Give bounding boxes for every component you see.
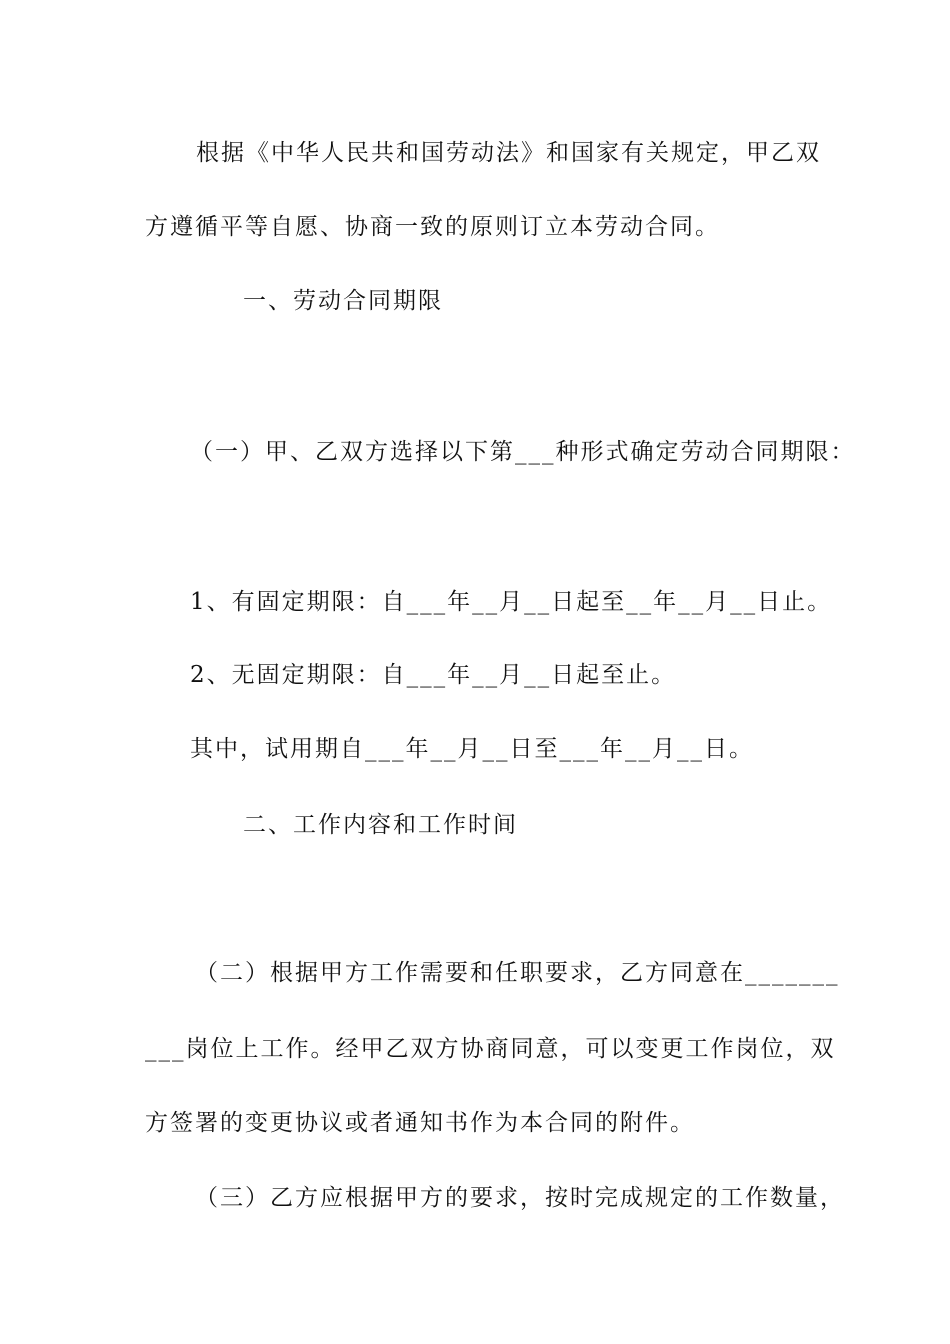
intro-line-1: 根据《中华人民共和国劳动法》和国家有关规定，甲乙双 — [196, 140, 821, 166]
clause-2-line-2: ___岗位上工作。经甲乙双方协商同意，可以变更工作岗位，双 — [145, 1036, 836, 1062]
option-2: 2、无固定期限：自___年__月__日起至止。 — [190, 662, 677, 688]
section-1-title: 一、劳动合同期限 — [243, 288, 443, 314]
intro-line-2: 方遵循平等自愿、协商一致的原则订立本劳动合同。 — [145, 214, 720, 240]
clause-3-line-1: （三）乙方应根据甲方的要求，按时完成规定的工作数量， — [195, 1185, 845, 1211]
clause-2-line-3: 方签署的变更协议或者通知书作为本合同的附件。 — [145, 1110, 695, 1136]
clause-1: （一）甲、乙双方选择以下第___种形式确定劳动合同期限： — [190, 439, 856, 465]
clause-2-line-1: （二）根据甲方工作需要和任职要求，乙方同意在_______ — [195, 960, 840, 986]
probation-line: 其中，试用期自___年__月__日至___年__月__日。 — [190, 736, 754, 762]
option-1: 1、有固定期限：自___年__月__日起至__年__月__日止。 — [190, 589, 833, 615]
section-2-title: 二、工作内容和工作时间 — [243, 812, 518, 838]
